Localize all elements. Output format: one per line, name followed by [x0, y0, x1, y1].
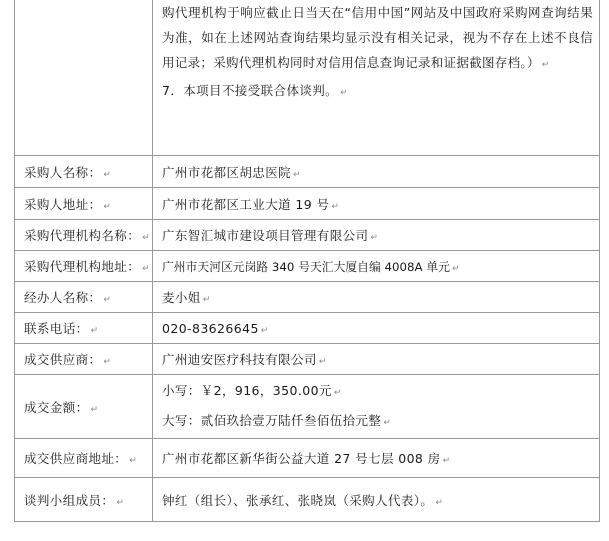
value-purchaser-name: 广州市花都区胡忠医院 ↵ — [153, 156, 600, 188]
notes-paragraph — [162, 0, 593, 78]
label-negotiation-panel: 谈判小组成员： ↵ — [15, 478, 153, 522]
paragraph-mark-icon: ↵ — [103, 169, 111, 180]
paragraph-mark-icon: ↵ — [333, 387, 342, 398]
table-row — [15, 156, 600, 188]
label-agency-address: 采购代理机构地址： ↵ — [15, 251, 153, 282]
paragraph-mark-icon: ↵ — [435, 497, 443, 508]
label-cell-empty — [15, 0, 153, 156]
value-amount — [153, 375, 600, 439]
paragraph-mark-icon: ↵ — [293, 169, 301, 180]
label-purchaser-name: 采购人名称： ↵ — [15, 156, 153, 188]
paragraph-mark-icon: ↵ — [103, 295, 111, 305]
table-row — [15, 478, 600, 522]
value-handler-name: 麦小姐 ↵ — [153, 282, 600, 313]
notes-item-7 — [162, 80, 593, 104]
paragraph-mark-icon: ↵ — [340, 88, 348, 98]
notes-cell — [153, 0, 600, 156]
paragraph-mark-icon: ↵ — [142, 264, 150, 274]
label-amount: 成交金额： ↵ — [15, 375, 153, 439]
label-purchaser-address: 采购人地址： ↵ — [15, 188, 153, 220]
paragraph-mark-icon: ↵ — [129, 456, 137, 466]
table-row — [15, 313, 600, 344]
table-row — [15, 282, 600, 313]
label-agency-name: 采购代理机构名称： ↵ — [15, 220, 153, 251]
label-phone: 联系电话： ↵ — [15, 313, 153, 344]
amount-uppercase: 大写：贰佰玖拾壹万陆仟叁佰伍拾元整 ↵ — [162, 412, 391, 428]
value-agency-address: 广州市天河区元岗路 340 号天汇大厦自编 4008A 单元 ↵ — [153, 251, 600, 282]
value-negotiation-panel: 钟红（组长）、张承红、张晓岚（采购人代表）。 ↵ — [153, 478, 600, 522]
table-row — [15, 375, 600, 439]
table-row — [15, 439, 600, 478]
value-phone: 020-83626645 ↵ — [153, 313, 600, 344]
paragraph-mark-icon: ↵ — [383, 417, 391, 428]
paragraph-mark-icon: ↵ — [331, 201, 339, 212]
table-row — [15, 188, 600, 220]
paragraph-mark-icon: ↵ — [103, 201, 111, 212]
table-row — [15, 0, 600, 156]
table-row — [15, 344, 600, 375]
paragraph-mark-icon: ↵ — [103, 357, 111, 367]
label-handler-name: 经办人名称： ↵ — [15, 282, 153, 313]
table-row — [15, 251, 600, 282]
paragraph-mark-icon: ↵ — [451, 263, 460, 274]
table-row — [15, 220, 600, 251]
paragraph-mark-icon: ↵ — [370, 233, 378, 243]
procurement-result-table — [14, 0, 600, 522]
notes-text: 购代理机构于响应截止日当天在“信用中国”网站及中国政府采购网查询结果为准，如在上述网站查询结果均显示没有相关记录，视为不存在上述不良信用记录；采购代理机构同时对信用信息查询记录和证据截图存档。） — [162, 5, 593, 70]
value-agency-name: 广东智汇城市建设项目管理有限公司 ↵ — [153, 220, 600, 251]
paragraph-mark-icon: ↵ — [541, 60, 550, 70]
item-7-text: 7．本项目不接受联合体谈判。 — [162, 83, 339, 98]
paragraph-mark-icon: ↵ — [202, 295, 211, 305]
amount-lowercase: 小写：￥2，916，350.00元 ↵ — [162, 382, 342, 398]
paragraph-mark-icon: ↵ — [442, 456, 451, 466]
paragraph-mark-icon: ↵ — [116, 497, 124, 508]
paragraph-mark-icon: ↵ — [90, 404, 99, 415]
value-purchaser-address: 广州市花都区工业大道 19 号 ↵ — [153, 188, 600, 220]
paragraph-mark-icon: ↵ — [318, 357, 327, 367]
paragraph-mark-icon: ↵ — [142, 233, 150, 243]
value-supplier: 广州迪安医疗科技有限公司 ↵ — [153, 344, 600, 375]
value-supplier-address: 广州市花都区新华街公益大道 27 号七层 008 房 ↵ — [153, 439, 600, 478]
label-supplier: 成交供应商： ↵ — [15, 344, 153, 375]
paragraph-mark-icon: ↵ — [90, 326, 99, 336]
paragraph-mark-icon: ↵ — [260, 325, 269, 336]
label-supplier-address: 成交供应商地址： ↵ — [15, 439, 153, 478]
